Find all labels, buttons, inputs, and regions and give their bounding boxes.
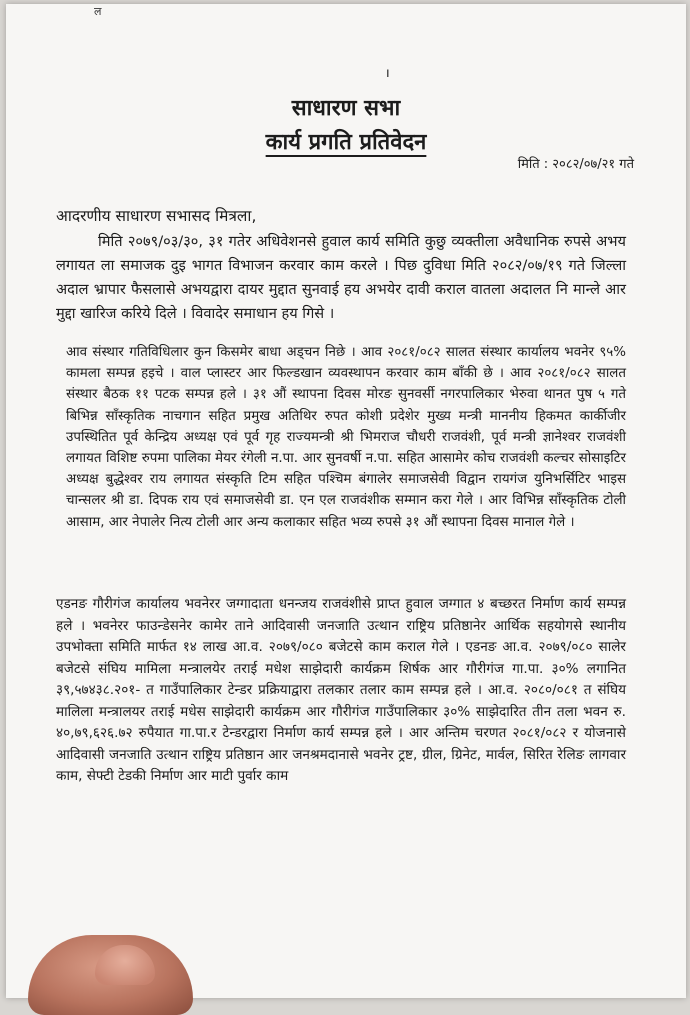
document-page — [6, 4, 686, 998]
paragraph-2: आव संस्थार गतिविधिलार कुन किसमेर बाधा अड्चन निछे । आव २०८१/०८२ सालत संस्थार कार्यालय भवनेर ९५% कामला सम्पन्न हइचे । वाल प्लास्टर आर फिल्डखान व्यवस्थापन करवार काम बाँकी छे । आव २०८१/०८२ सालत संस्थार बैठक ११ पटक सम्पन्न हले । ३१ औं स्थापना दिवस मोरङ सुनवर्सी नगरपालिकार भेरुवा थानत पुष ५ गते बिभिन्न साँस्कृतिक नाचगान सहित प्रमुख अतिथिर रुपत कोशी प्रदेशेर मुख्य मन्त्री माननीय हिकमत कार्कीजीर उपस्थितित पूर्व केन्द्रिय अध्यक्ष एवं पूर्व गृह राज्यमन्त्री श्री भिमराज चौधरी राजवंशी, पूर्व मन्त्री ज्ञानेश्वर राजवंशी लगायत विशिष्ट रुपमा पालिका मेयर रंगेली न.पा. आर सुनवर्षी न.पा. सहित आसामेर कोच राजवंशी कल्चर सोसाइटिर अध्यक्ष बुद्धेश्वर राय लगायत संस्कृति टिम सहित पश्चिम बंगालेर समाजसेवी विद्वान रायगंज युनिभर्सिटिर भाइस चान्सलर श्री डा. दिपक राय एवं समाजसेवी डा. एन एल राजवंशीक सम्मान करा गेले । आर विभिन्न साँस्कृतिक टोली आसाम, आर नेपालेर नित्य टोली आर अन्य कलाकार सहित भव्य रुपसे ३१ औं स्थापना दिवस मानाल गेले । — [66, 345, 626, 530]
document-subtitle: कार्य प्रगति प्रतिवेदन — [265, 130, 427, 155]
paragraph-3: एडनङ गौरीगंज कार्यालय भवनेरर जग्गादाता धनन्जय राजवंशीसे प्राप्त हुवाल जग्गात ४ बच्छरत निर्माण कार्य सम्पन्न हले । भवनेरर फाउन्डेसनेर कामेर ताने आदिवासी जनजाति उत्थान राष्ट्रिय प्रतिष्ठानेर आर्थिक सहयोगसे स्थानीय उपभोक्ता समिति मार्फत १४ लाख आ.व. २०७९/०८० बजेटसे काम कराल गेले । एडनङ आ.व. २०७९/०८० सालेर बजेटसे संघिय मामिला मन्त्रालयेर तराई मधेश साझेदारी कार्यक्रम शिर्षक आर गौरीगंज गा.पा. ३०% लगानित ३९,५७४३८.२०१- त गाउँपालिकार टेन्डर प्रक्रियाद्वारा तलकार तलार काम सम्पन्न हले । आ.व. २०८०/०८१ त संघिय मालिला मन्त्रालयर तराई मधेस साझेदारी कार्यक्रम आर गौरीगंज गाउँपालिकार ३०% साझेदारित तीन तला भवन रु. ४०,७९,६२६.७२ रुपैयात गा.पा.र टेन्डरद्वारा निर्माण कार्य सम्पन्न हले । आर अन्तिम चरणत २०८१/०८२ र योजनासे आदिवासी जनजाति उत्थान राष्ट्रिय प्रतिष्ठान आर जनश्रमदानासे भवनेर ट्रष्ट, ग्रील, ग्रिनेट, मार्वल, सिरित रेलिङ लागवार काम, सेफ्टी टेडकी निर्माण आर माटी पुर्वार काम — [56, 596, 626, 784]
top-mark: ल — [94, 5, 102, 18]
tick-mark: ı — [386, 66, 390, 81]
document-date: मिति : २०८२/०७/२१ गते — [517, 157, 634, 172]
paragraph-1: मिति २०७९/०३/३०, ३१ गतेर अधिवेशनसे हुवाल कार्य समिति कुछु व्यक्तीला अवैधानिक रुपसे अभय लगायत ला समाजक दुइ भागत विभाजन करवार काम करले । पिछ दुविधा मिति २०८२/०७/१९ गते जिल्ला अदाल भ्रापार फैसलासे अभयद्वारा दायर मुद्दात सुनवाई हय अभयेर दावी कराल वातला अदालत नि मान्ले आर मुद्दा खारिज करिये दिले । विवादेर समाधान हय गिसे । — [56, 233, 626, 322]
salutation: आदरणीय साधारण सभासद मित्रला, — [56, 207, 257, 225]
document-title: साधारण सभा — [291, 96, 401, 121]
